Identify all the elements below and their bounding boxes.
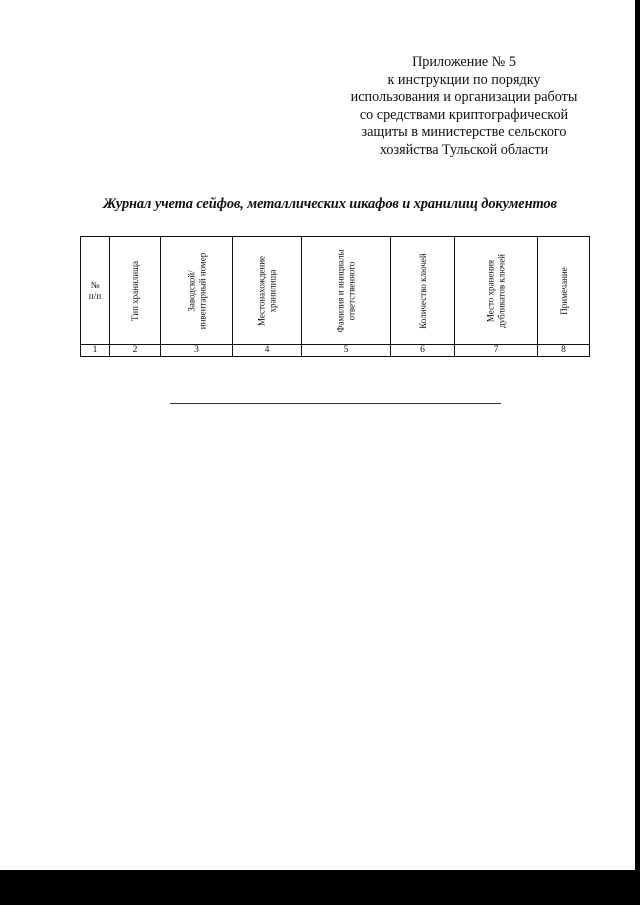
header-line: № — [90, 279, 100, 290]
header-line: Местонахождение — [256, 255, 267, 326]
scan-edge-bottom — [0, 870, 640, 905]
table-header-row — [81, 237, 590, 345]
column-number-row — [81, 345, 590, 357]
column-number: 4 — [233, 345, 302, 357]
header-cell-location — [233, 237, 302, 345]
column-number: 7 — [455, 345, 538, 357]
column-number: 3 — [161, 345, 233, 357]
appendix-line: хозяйства Тульской области — [379, 141, 549, 158]
header-cell-responsible — [302, 237, 391, 345]
header-line: инвентарный номер — [196, 252, 207, 329]
journal-title: Журнал учета сейфов, металлических шкафов и хранилищ документов — [103, 196, 557, 212]
header-line: хранилища — [267, 269, 277, 312]
appendix-header — [330, 54, 598, 160]
header-cell-storage-type — [110, 237, 161, 345]
header-line: ответственного — [346, 261, 356, 320]
scan-edge-right — [635, 0, 640, 905]
column-number: 2 — [110, 345, 161, 357]
header-cell-key-count — [391, 237, 455, 345]
header-line: Место хранения — [485, 259, 496, 322]
header-line: Заводской/ — [186, 269, 196, 312]
horizontal-divider — [170, 403, 501, 404]
column-number: 6 — [391, 345, 455, 357]
header-line: п/п — [88, 290, 102, 301]
header-cell-serial-number — [161, 237, 233, 345]
journal-table — [80, 236, 590, 357]
header-cell-number — [81, 237, 110, 345]
appendix-line: защиты в министерстве сельского — [361, 124, 567, 141]
appendix-line: со средствами криптографической — [359, 106, 569, 123]
header-line: дубликатов ключей — [496, 253, 506, 328]
column-number: 8 — [538, 345, 590, 357]
header-line: Примечание — [558, 266, 569, 315]
header-line: Фамилия и инициалы — [335, 248, 346, 333]
column-number: 5 — [302, 345, 391, 357]
header-cell-note — [538, 237, 590, 345]
appendix-line: к инструкции по порядку — [387, 71, 541, 88]
appendix-line: Приложение № 5 — [412, 54, 516, 70]
header-cell-duplicate-keys — [455, 237, 538, 345]
column-number: 1 — [81, 345, 110, 357]
header-line: Тип хранилища — [129, 260, 140, 321]
header-line: Количество ключей — [417, 252, 428, 329]
appendix-line: использования и организации работы — [350, 89, 578, 106]
